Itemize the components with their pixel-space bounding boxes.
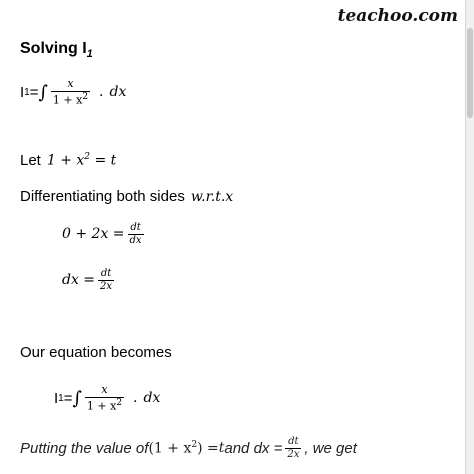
substitution-expression: $1 + x^2 = t$ (46, 152, 117, 169)
integral-sign: ∫ (38, 81, 48, 103)
integral-symbol-name: I (20, 83, 25, 101)
substitution-line (20, 152, 116, 169)
dot-operator: . (99, 84, 104, 101)
differentiating-text: Differentiating both sides (20, 188, 185, 205)
dx-lhs: dx = (62, 272, 96, 288)
scrollbar-thumb[interactable] (467, 28, 473, 118)
fraction-denominator: $1 + x^2$ (52, 91, 89, 107)
dt-over-dx-fraction: $\frac{dt}{dx}$ (129, 222, 142, 246)
derivative-lhs: 0 + 2x = (62, 226, 125, 242)
heading-subscript: 1 (86, 48, 93, 60)
differentiating-line (20, 188, 233, 205)
integral-sign: ∫ (72, 387, 82, 409)
teachoo-watermark: teachoo.com (337, 6, 458, 26)
wrt-term: w.r.t.x (190, 188, 234, 205)
dt-over-2x-fraction: $\frac{dt}{2x}$ (100, 268, 113, 292)
fraction-x-over-1-plus-x2: $\frac{x}{1 + x^2}$ (86, 383, 123, 413)
equals-sign: = (29, 83, 39, 101)
dx-term: dx (109, 84, 127, 101)
dt-over-2x-fraction: $\frac{dt}{2x}$ (287, 436, 300, 460)
fraction-numerator: x (67, 77, 74, 90)
equation-becomes-line (20, 344, 172, 361)
derivative-equation (62, 222, 147, 246)
putting-value-line: Putting the value of $(1 + x^2)$ = t and dx = $\frac{dt}{2x}$ , we get (20, 436, 357, 460)
vertical-scrollbar[interactable] (465, 0, 474, 474)
integral-subscript: 1 (24, 86, 30, 98)
fraction-x-over-1-plus-x2 (51, 78, 90, 107)
heading-text: Solving I (20, 40, 87, 57)
integral-definition (20, 78, 126, 107)
dx-equation (62, 268, 117, 292)
section-heading (20, 40, 93, 60)
let-label: Let (20, 152, 41, 169)
integral-restated: I 1 = ∫ $\frac{x}{1 + x^2}$ . dx (54, 383, 161, 413)
equation-becomes-text: Our equation becomes (20, 344, 172, 361)
